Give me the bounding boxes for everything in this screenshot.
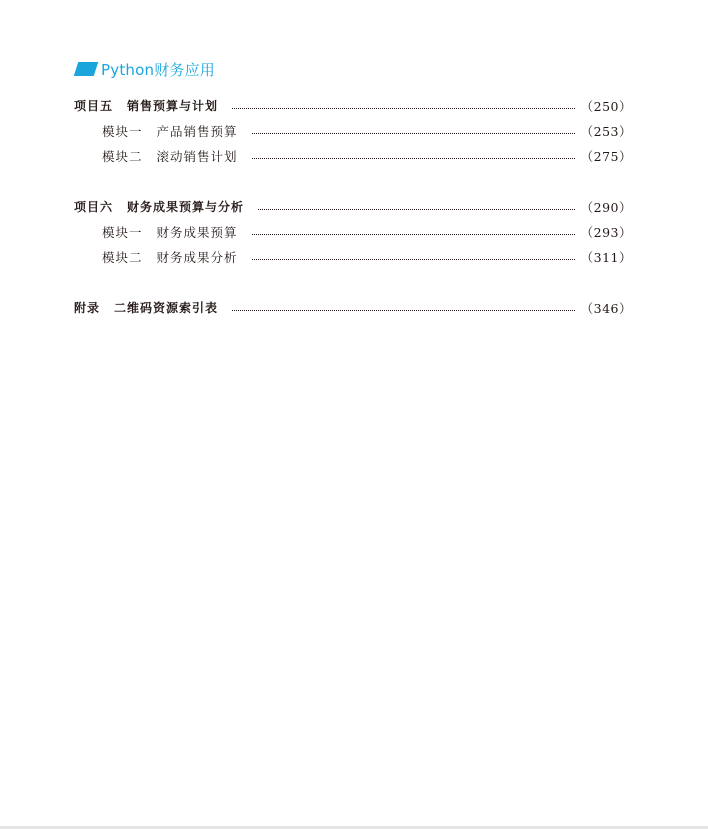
toc-entry-module[interactable] xyxy=(74,220,632,245)
toc-entry-number: 模块一 xyxy=(102,124,143,139)
toc-entry-page: （311） xyxy=(580,250,632,265)
dot-leader xyxy=(232,309,575,311)
toc-entry-page: （346） xyxy=(580,301,632,316)
toc-entry-number: 模块二 xyxy=(102,250,143,265)
toc-entry-page: （250） xyxy=(580,99,632,114)
toc-entry-title: 财务成果分析 xyxy=(156,250,238,265)
header-accent-mark xyxy=(74,62,99,76)
toc-entry-title: 二维码资源索引表 xyxy=(114,301,219,315)
dot-leader xyxy=(232,107,575,109)
dot-leader xyxy=(258,208,575,210)
toc-entry-number: 模块一 xyxy=(102,225,143,240)
toc-entry-page: （290） xyxy=(580,200,632,215)
header-title: Python财务应用 xyxy=(101,60,215,79)
toc-entry-module[interactable] xyxy=(74,119,632,144)
dot-leader xyxy=(252,157,575,159)
toc-entry-project[interactable] xyxy=(74,94,632,119)
toc-entry-project[interactable] xyxy=(74,195,632,220)
toc-entry-number: 附录 xyxy=(74,301,101,315)
toc-entry-page: （253） xyxy=(580,124,632,139)
toc-entry-number: 项目六 xyxy=(74,200,114,214)
toc-entry-appendix[interactable] xyxy=(74,296,632,321)
toc-entry-title: 销售预算与计划 xyxy=(127,99,219,113)
toc-entry-module[interactable] xyxy=(74,245,632,270)
toc-entry-number: 模块二 xyxy=(102,149,143,164)
toc-entry-page: （275） xyxy=(580,149,632,164)
toc-entry-title: 财务成果预算与分析 xyxy=(127,200,245,214)
toc-entry-title: 产品销售预算 xyxy=(156,124,238,139)
table-of-contents xyxy=(74,94,632,321)
toc-entry-module[interactable] xyxy=(74,144,632,169)
dot-leader xyxy=(252,258,575,260)
toc-entry-title: 滚动销售计划 xyxy=(156,149,238,164)
toc-entry-title: 财务成果预算 xyxy=(156,225,238,240)
dot-leader xyxy=(252,132,575,134)
toc-entry-number: 项目五 xyxy=(74,99,114,113)
dot-leader xyxy=(252,233,575,235)
toc-entry-page: （293） xyxy=(580,225,632,240)
running-header xyxy=(76,58,215,80)
